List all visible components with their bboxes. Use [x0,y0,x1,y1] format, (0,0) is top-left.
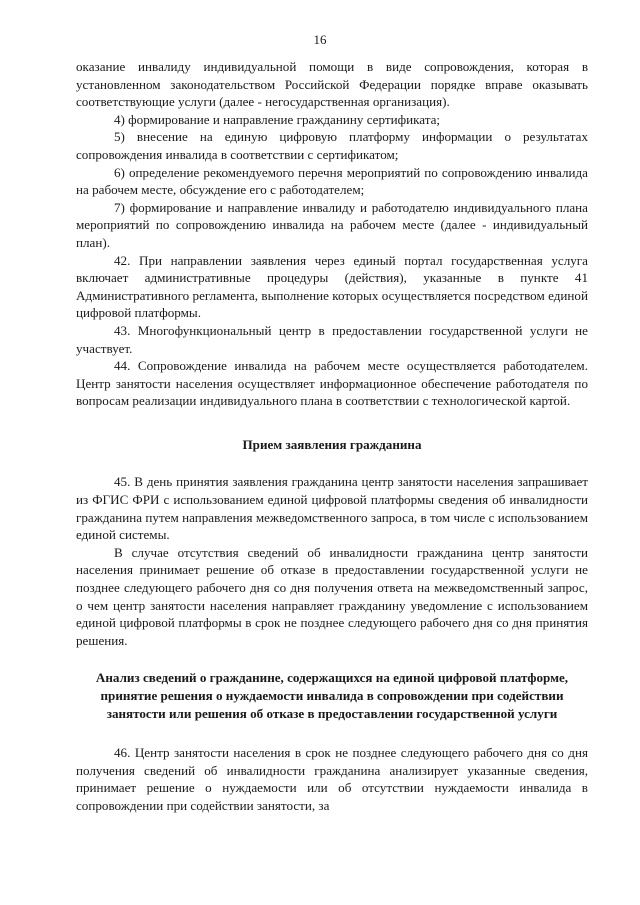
paragraph: 42. При направлении заявления через единый портал государственная услуга включает административные процедуры (действия), указанные в пункте 41 Административного регламента, выполнение которых осуществляется посредством единой цифровой платформы. [76,252,588,321]
list-item: 7) формирование и направление инвалиду и работодателю индивидуального плана мероприятий по сопровождению инвалида на рабочем месте (далее - индивидуальный план). [76,199,588,250]
paragraph: В случае отсутствия сведений об инвалидности гражданина центр занятости населения принимает решение об отказе в предоставлении государственной услуги не позднее следующего рабочего дня со дня получения ответа на межведомственный запрос, о чем центр занятости населения направляет гражданину уведомление с использованием единой цифровой платформы в срок не позднее следующего рабочего дня со дня принятия решения. [76,544,588,648]
list-item: 6) определение рекомендуемого перечня мероприятий по сопровождению инвалида на рабочем месте, обсуждение его с работодателем; [76,164,588,198]
page-number: 16 [313,32,327,47]
paragraph: 44. Сопровождение инвалида на рабочем месте осуществляется работодателем. Центр занятости населения осуществляет информационное обеспечение работодателя по вопросам реализации индивидуального плана в соответствии с технологической картой. [76,358,588,409]
paragraph: 43. Многофункциональный центр в предоставлении государственной услуги не участвует. [76,322,588,356]
section-heading: Прием заявления гражданина [242,436,422,452]
document-body [76,58,588,815]
paragraph: оказание инвалиду индивидуальной помощи в виде сопровождения, которая в установленном законодательством Российской Федерации порядке вправе оказывать соответствующие услуги (далее - негосударственная организация). [76,59,588,110]
list-item: 5) внесение на единую цифровую платформу информации о результатах сопровождения инвалида в соответствии с сертификатом; [76,129,588,162]
section-heading: Анализ сведений о гражданине, содержащихся на единой цифровой платформе, принятие решения о нуждаемости инвалида в сопровождении при содействии занятости или решения об отказе в предоставлении государственной услуги [95,670,569,721]
paragraph: 46. Центр занятости населения в срок не позднее следующего рабочего дня со дня получения сведений об инвалидности гражданина анализирует указанные сведения, принимает решение о нуждаемости или об отсутствии нуждаемости инвалида в сопровождении при содействии занятости, за [76,745,588,813]
list-item: 4) формирование и направление гражданину сертификата; [114,111,441,127]
paragraph: 45. В день принятия заявления гражданина центр занятости населения запрашивает из ФГИС ФРИ с использованием единой цифровой платформы сведения об инвалидности гражданина путем направления межведомственного запроса, в том числе с использованием единой системы. [76,474,588,543]
